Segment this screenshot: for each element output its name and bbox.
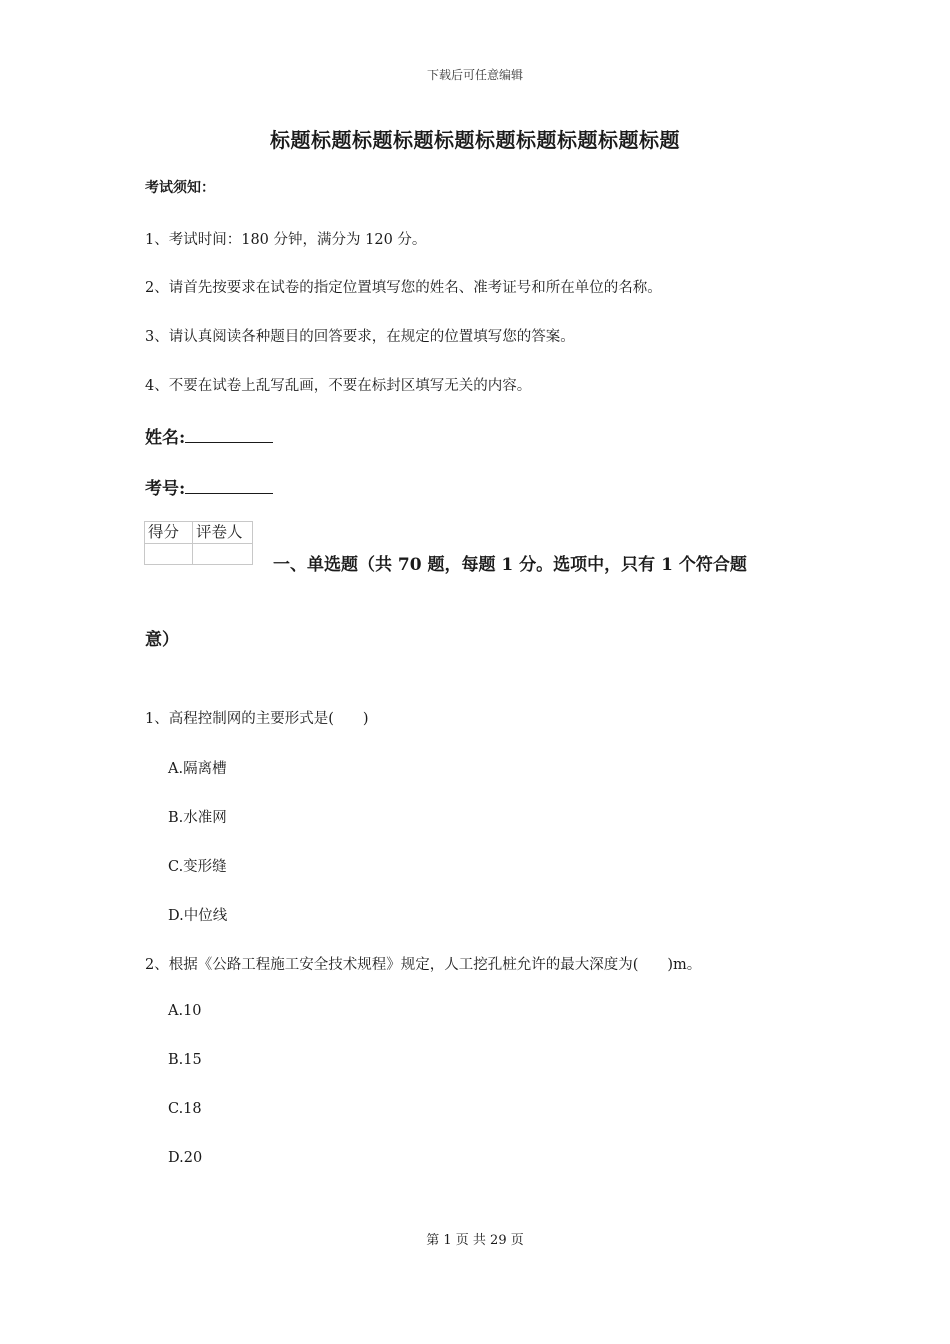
- question-option: B.15: [168, 1052, 202, 1068]
- grader-cell[interactable]: [193, 544, 253, 565]
- section-heading-continued: 意）: [145, 630, 179, 650]
- score-box: [144, 521, 253, 565]
- exam-id-blank[interactable]: [185, 477, 273, 494]
- name-field: [145, 423, 273, 448]
- question-option: B.水准网: [168, 810, 227, 826]
- question-option: C.18: [168, 1101, 202, 1117]
- name-label: 姓名:: [145, 428, 186, 448]
- page-number: 第 1 页 共 29 页: [426, 1233, 524, 1248]
- notice-item: 4、不要在试卷上乱写乱画，不要在标封区填写无关的内容。: [145, 378, 532, 394]
- question-option: A.隔离槽: [168, 761, 227, 777]
- question-option: C.变形缝: [168, 859, 227, 875]
- section-heading: 一、单选题（共 70 题，每题 1 分。选项中，只有 1 个符合题: [273, 555, 747, 575]
- notice-heading: 考试须知：: [145, 180, 215, 196]
- exam-id-field: [145, 474, 273, 499]
- score-cell[interactable]: [145, 544, 193, 565]
- question-stem: 2、根据《公路工程施工安全技术规程》规定，人工挖孔桩允许的最大深度为( )m。: [145, 957, 702, 973]
- name-blank[interactable]: [185, 426, 273, 443]
- question-stem: 1、高程控制网的主要形式是( ): [145, 711, 369, 727]
- notice-item: 2、请首先按要求在试卷的指定位置填写您的姓名、准考证号和所在单位的名称。: [145, 280, 662, 296]
- score-header: 得分: [145, 522, 193, 544]
- question-option: D.20: [168, 1150, 203, 1166]
- notice-item: 1、考试时间：180 分钟，满分为 120 分。: [145, 232, 427, 248]
- header-note: 下载后可任意编辑: [426, 68, 523, 82]
- exam-id-label: 考号:: [145, 479, 186, 499]
- notice-item: 3、请认真阅读各种题目的回答要求，在规定的位置填写您的答案。: [145, 329, 575, 345]
- document-title: 标题标题标题标题标题标题标题标题标题标题: [270, 128, 680, 152]
- grader-header: 评卷人: [193, 522, 253, 544]
- question-option: A.10: [168, 1003, 202, 1019]
- question-option: D.中位线: [168, 908, 228, 924]
